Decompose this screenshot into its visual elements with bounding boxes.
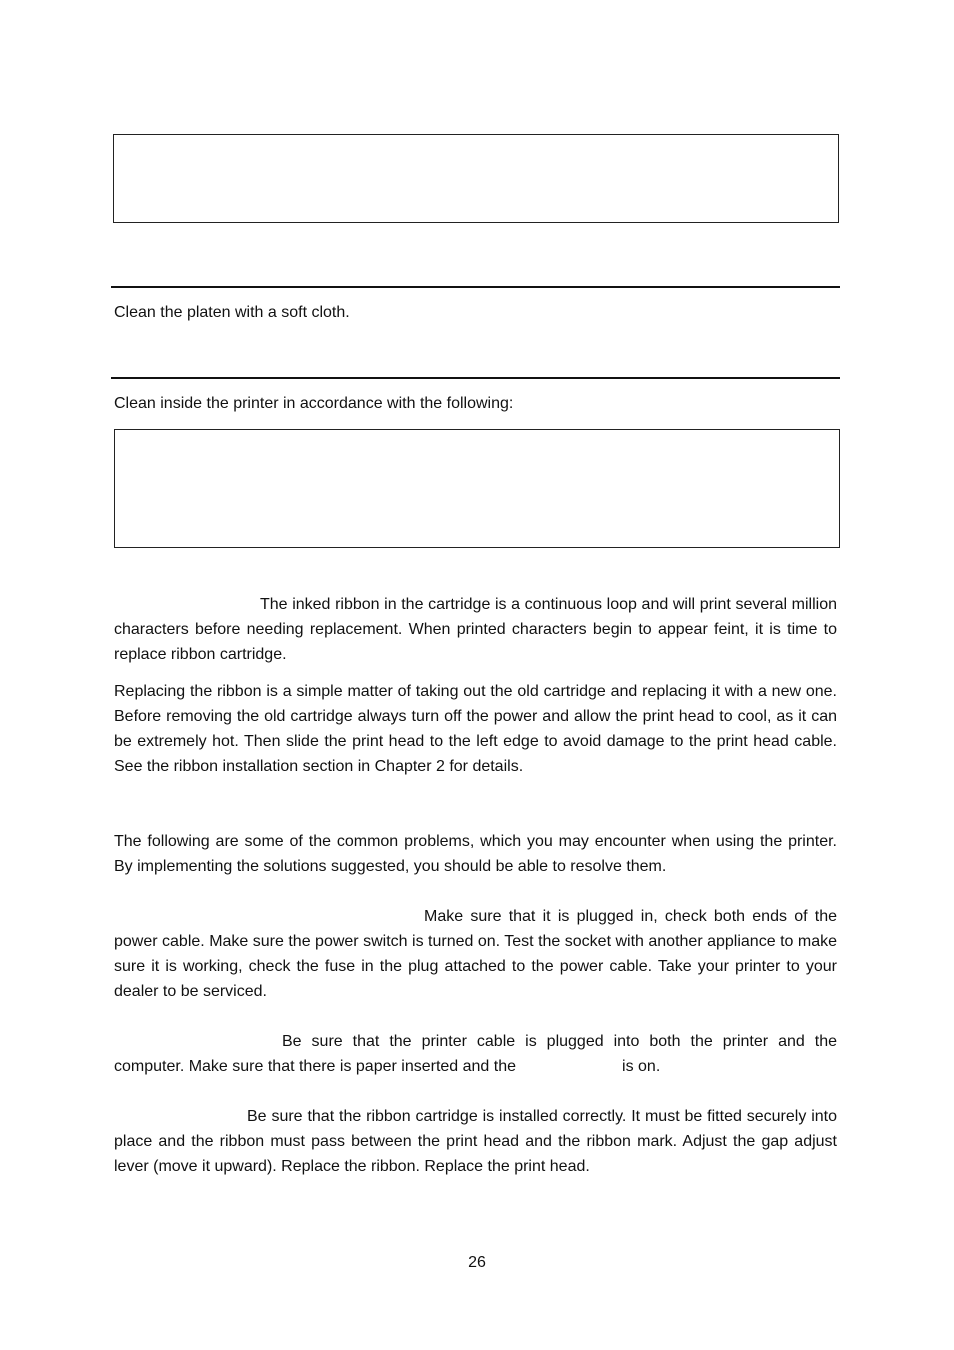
ribbon-paragraph-2: Replacing the ribbon is a simple matter of taking out the old cartridge and replacing it with a new one. Before removing the old cartridge always turn off the power and allow the print head to cool, as it can be extremely hot. Then slide the print head to the left edge to avoid damage to the print head cable. See the ribbon installation section in Chapter 2 for details.	[114, 683, 837, 775]
section-rule-platen	[111, 286, 840, 288]
problem-no-print-text: Be sure that the printer cable is plugged into both the printer and the computer. Make sure that there is paper inserted and the	[114, 1033, 837, 1075]
page-number: 26	[468, 1254, 486, 1271]
troubleshooting-intro: The following are some of the common problems, which you may encounter when using the printer. By implementing the solutions suggested, you should be able to resolve them.	[114, 833, 837, 875]
platen-instruction: Clean the platen with a soft cloth.	[114, 304, 350, 321]
problem-faint-print-text: Be sure that the ribbon cartridge is installed correctly. It must be fitted securely into place and the ribbon must pass between the print head and the ribbon mark. Adjust the gap adjust lever (move it upward). Replace the ribbon. Replace the print head.	[114, 1108, 837, 1175]
section-rule-inside	[111, 377, 840, 379]
ribbon-paragraph-1-text: The inked ribbon in the cartridge is a continuous loop and will print several million characters before needing replacement. When printed characters begin to appear feint, it is time to replace ribbon cartridge.	[114, 596, 837, 663]
problem-no-print-text-end: is on.	[622, 1058, 661, 1075]
ribbon-paragraph-1	[114, 592, 837, 667]
note-box-inside	[114, 429, 840, 548]
problem-faint-print	[114, 1104, 837, 1179]
problem-no-power	[114, 904, 837, 1004]
inside-instruction: Clean inside the printer in accordance with the following:	[114, 395, 514, 412]
note-box-top	[113, 134, 839, 223]
problem-no-print	[114, 1029, 837, 1079]
problem-no-power-text: Make sure that it is plugged in, check both ends of the power cable. Make sure the power switch is turned on. Test the socket with another appliance to make sure it is working, check the fuse in the plug attached to the power cable. Take your printer to your dealer to be serviced.	[114, 908, 837, 1000]
